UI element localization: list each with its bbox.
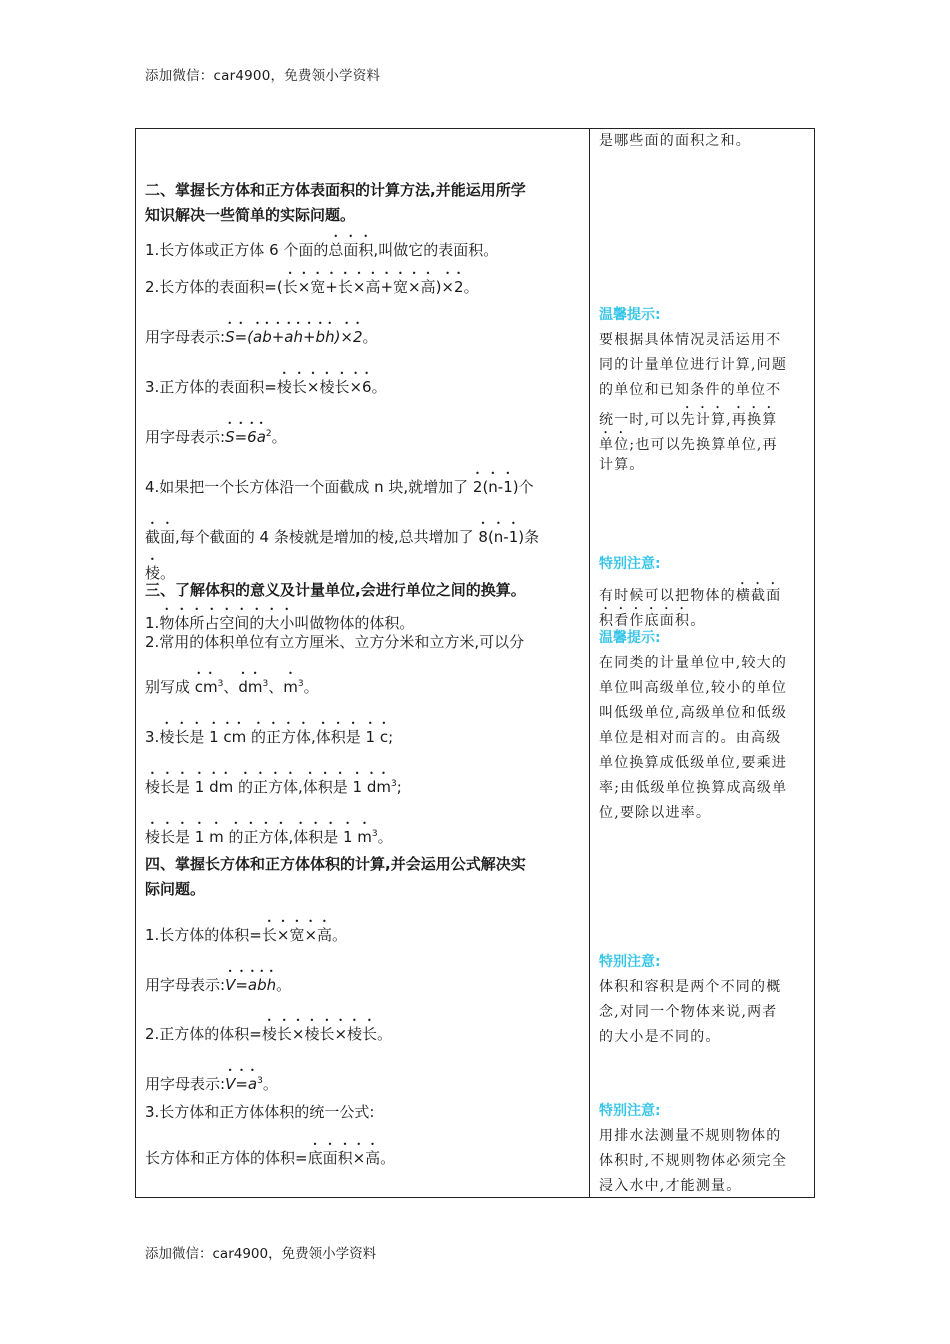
tip2-line2: 单位叫高级单位,较小的单位 xyxy=(599,680,788,696)
tip1-line5: 单位;也可以先换算单位,再 xyxy=(599,437,778,453)
right-column xyxy=(136,129,814,1197)
tip2-title: 温馨提示: xyxy=(599,630,661,646)
header-watermark: 添加微信：car4900，免费领小学资料 xyxy=(145,68,381,84)
sec4-item3-line1: 3.长方体和正方体体积的统一公式: xyxy=(145,1103,375,1121)
footer-watermark: 添加微信：car4900，免费领小学资料 xyxy=(145,1246,377,1262)
tip2-line7: 位,要除以进率。 xyxy=(599,805,712,821)
tip1-line2: 同的计量单位进行计算,问题 xyxy=(599,357,788,373)
sec2-item2: 2.长方体的表面积=(长×宽+长×高+宽×高)×2。 xyxy=(145,278,479,296)
sec2-title-line1: 二、掌握长方体和正方体表面积的计算方法,并能运用所学 xyxy=(145,181,526,199)
sec2-item4-line2: 截面,每个截面的 4 条棱就是增加的棱,总共增加了 8(n-1)条 xyxy=(145,528,540,546)
note3-line1: 用排水法测量不规则物体的 xyxy=(599,1128,782,1144)
note1-line1: 有时候可以把物体的横截面 xyxy=(599,588,782,604)
sec2-item3: 3.正方体的表面积=棱长×棱长×6。 xyxy=(145,378,387,396)
tip1-line1: 要根据具体情况灵活运用不 xyxy=(599,332,782,348)
sec2-item4-line3: 棱。 xyxy=(145,564,176,582)
tip1-title: 温馨提示: xyxy=(599,307,661,323)
sec2-item1: 1.长方体或正方体 6 个面的总面积,叫做它的表面积。 xyxy=(145,241,499,259)
sec2-title-line2: 知识解决一些简单的实际问题。 xyxy=(145,206,356,224)
tip2-line3: 叫低级单位,高级单位和低级 xyxy=(599,705,788,721)
sec4-item2: 2.正方体的体积=棱长×棱长×棱长。 xyxy=(145,1025,393,1043)
sec4-item3-line2: 长方体和正方体的体积=底面积×高。 xyxy=(145,1149,396,1167)
sec3-item1: 1.物体所占空间的大小叫做物体的体积。 xyxy=(145,614,415,632)
note1-line2: 积看作底面积。 xyxy=(599,613,706,629)
sec2-item3-formula: 用字母表示$:S=6a^2$。 xyxy=(145,428,287,446)
sec4-item1-formula: 用字母表示:V=abh。 xyxy=(145,976,292,994)
note1-title: 特别注意: xyxy=(599,556,661,572)
tip2-line6: 率;由低级单位换算成高级单 xyxy=(599,780,788,796)
sec3-item3-line2: 棱长是 1 dm 的正方体,体积是 1 $dm^3$; xyxy=(145,778,402,796)
sec3-item3-line3: 棱长是 1 m 的正方体,体积是 1 $m^3$。 xyxy=(145,828,393,846)
sec4-title-line1: 四、掌握长方体和正方体体积的计算,并会运用公式解决实 xyxy=(145,855,526,873)
note2-title: 特别注意: xyxy=(599,954,661,970)
sec4-item2-formula: 用字母表示$:V=a^3$。 xyxy=(145,1075,278,1093)
sec3-title: 三、了解体积的意义及计量单位,会进行单位之间的换算。 xyxy=(145,581,526,599)
sec3-item2-line1: 2.常用的体积单位有立方厘米、立方分米和立方米,可以分 xyxy=(145,633,525,651)
note3-title: 特别注意: xyxy=(599,1103,661,1119)
content-table xyxy=(135,128,815,1198)
sec2-item4-line1: 4.如果把一个长方体沿一个面截成 n 块,就增加了 2(n-1)个 xyxy=(145,478,534,496)
note2-line3: 的大小是不同的。 xyxy=(599,1029,721,1045)
tip1-line6: 计算。 xyxy=(599,457,645,473)
tip2-line1: 在同类的计量单位中,较大的 xyxy=(599,655,788,671)
note3-line3: 浸入水中,才能测量。 xyxy=(599,1178,742,1194)
note2-line1: 体积和容积是两个不同的概 xyxy=(599,979,782,995)
note2-line2: 念,对同一个物体来说,两者 xyxy=(599,1004,778,1020)
note3-line2: 体积时,不规则物体必须完全 xyxy=(599,1153,788,1169)
sec2-item2-formula: 用字母表示:S=(ab+ah+bh)×2。 xyxy=(145,328,378,346)
tip2-line5: 单位换算成低级单位,要乘进 xyxy=(599,755,788,771)
tip2-line4: 单位是相对而言的。由高级 xyxy=(599,730,782,746)
sec4-title-line2: 际问题。 xyxy=(145,880,206,898)
tip1-line4: 统一时,可以先计算,再换算 xyxy=(599,412,778,428)
tip1-line3: 的单位和已知条件的单位不 xyxy=(599,382,782,398)
sec3-item3-line1: 3.棱长是 1 cm 的正方体,体积是 1 c; xyxy=(145,728,394,746)
sec3-item2-line2: 别写成 $cm^3$、$dm^3$、$m^3$。 xyxy=(145,678,319,696)
sec4-item1: 1.长方体的体积=长×宽×高。 xyxy=(145,926,348,944)
right-top-line: 是哪些面的面积之和。 xyxy=(599,133,751,149)
